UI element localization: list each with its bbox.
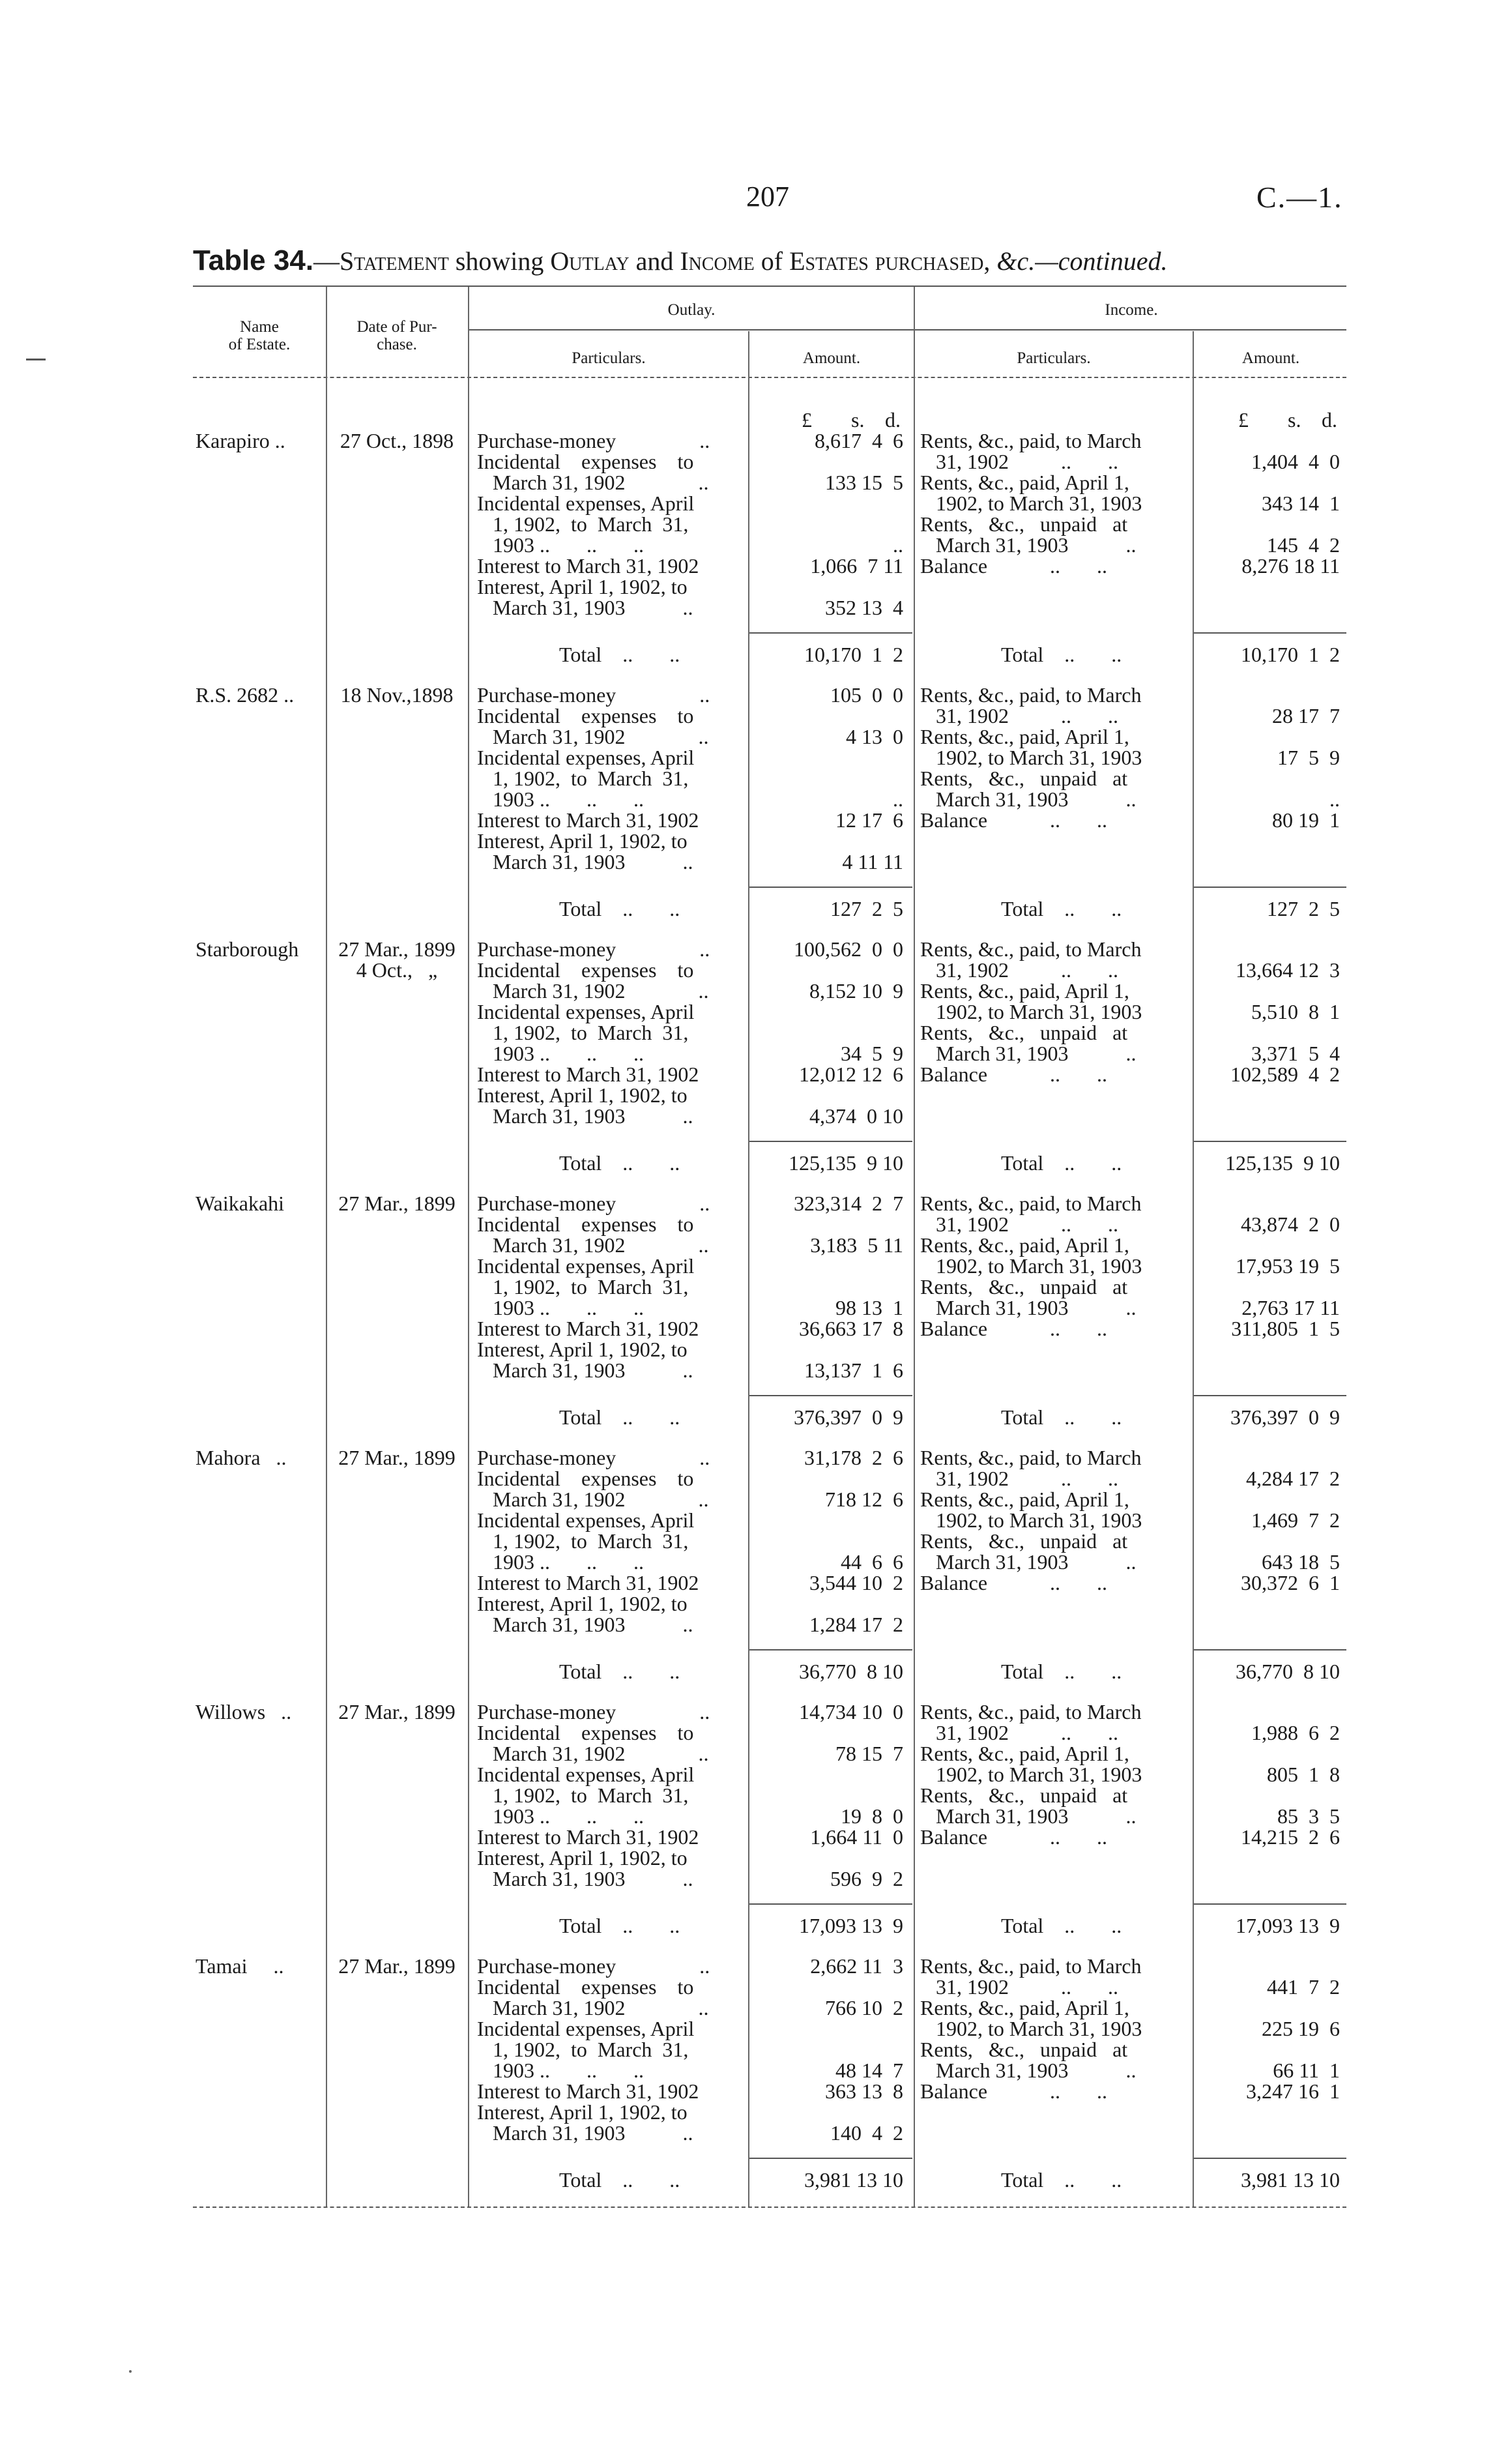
- outlay-particular-line: Incidental expenses to: [477, 958, 694, 982]
- outlay-amount: 352 13 4: [825, 596, 903, 619]
- outlay-particular-line: 1903 .. .. ..: [477, 787, 644, 811]
- outlay-amount: 133 15 5: [825, 471, 903, 494]
- income-particular-line: March 31, 1903 ..: [920, 787, 1137, 811]
- title-word-4: Estates purchased,: [789, 246, 991, 276]
- outlay-particular-line: 1, 1902, to March 31,: [477, 1783, 689, 1807]
- outlay-total-label: Total .. ..: [559, 1151, 680, 1175]
- outlay-subtotal-rule: [749, 1395, 912, 1396]
- outlay-particular-line: March 31, 1903 ..: [477, 1867, 693, 1890]
- income-total-label: Total .. ..: [1001, 2168, 1122, 2192]
- income-particular-line: Balance .. ..: [920, 808, 1108, 832]
- outlay-particular-line: Interest to March 31, 1902: [477, 1571, 699, 1594]
- outlay-particular-line: 1, 1902, to March 31,: [477, 1021, 689, 1044]
- outlay-particular-line: Interest to March 31, 1902: [477, 808, 699, 832]
- outlay-total: 10,170 1 2: [804, 643, 903, 666]
- outlay-particular-line: Incidental expenses to: [477, 450, 694, 473]
- header-name-of-estate: Name of Estate.: [228, 318, 291, 353]
- income-amount: 8,276 18 11: [1241, 554, 1340, 578]
- title-text-4: [990, 246, 996, 276]
- outlay-particular-line: Incidental expenses, April: [477, 491, 695, 515]
- income-particular-line: March 31, 1903 ..: [920, 1296, 1137, 1319]
- outlay-total-label: Total .. ..: [559, 2168, 680, 2192]
- outlay-amount: 48 14 7: [835, 2059, 903, 2082]
- outlay-particular-line: Interest, April 1, 1902, to: [477, 2100, 688, 2124]
- income-particular-line: Balance .. ..: [920, 1825, 1108, 1849]
- income-particular-line: Rents, &c., unpaid at: [920, 1275, 1128, 1298]
- currency-pence-outlay: d.: [885, 408, 901, 432]
- income-particular-line: Rents, &c., paid, to March: [920, 1446, 1142, 1469]
- outlay-particular-line: Incidental expenses to: [477, 1212, 694, 1236]
- income-particular-line: Rents, &c., paid, April 1,: [920, 979, 1129, 1003]
- outlay-amount: 14,734 10 0: [799, 1700, 903, 1723]
- income-amount: 1,469 7 2: [1251, 1508, 1340, 1532]
- table-bottom-rule: [193, 2207, 1346, 2208]
- currency-shillings-outlay: s.: [851, 408, 865, 432]
- income-particular-line: Rents, &c., paid, April 1,: [920, 1742, 1129, 1765]
- outlay-particular-line: March 31, 1903 ..: [477, 850, 693, 873]
- estate-date: 27 Mar., 1899: [338, 1700, 456, 1723]
- document-reference: C.—1.: [1256, 181, 1343, 214]
- outlay-subtotal-rule: [749, 632, 912, 634]
- income-particular-line: Rents, &c., paid, April 1,: [920, 1488, 1129, 1511]
- outlay-amount: 1,066 7 11: [810, 554, 903, 578]
- income-particular-line: Rents, &c., unpaid at: [920, 1021, 1128, 1044]
- outlay-amount: 4 13 0: [846, 725, 903, 748]
- header-outlay-amount: Amount.: [802, 349, 861, 367]
- title-text-3: of: [754, 246, 790, 276]
- income-total: 3,981 13 10: [1241, 2168, 1340, 2192]
- income-subtotal-rule: [1194, 1903, 1346, 1905]
- outlay-amount: 718 12 6: [825, 1488, 903, 1511]
- estate-date: 27 Mar., 1899: [338, 1192, 456, 1215]
- outlay-particular-line: Incidental expenses, April: [477, 1763, 695, 1786]
- income-total: 127 2 5: [1267, 897, 1340, 920]
- outlay-particular-line: 1903 .. .. ..: [477, 1042, 644, 1065]
- income-amount: 311,805 1 5: [1231, 1317, 1340, 1340]
- income-total: 17,093 13 9: [1236, 1914, 1340, 1937]
- outlay-subtotal-rule: [749, 2158, 912, 2159]
- outlay-particular-line: 1903 .. .. ..: [477, 2059, 644, 2082]
- subheader-bottom-rule: [193, 377, 1346, 378]
- estate-name: R.S. 2682 ..: [196, 683, 295, 707]
- outlay-subtotal-rule: [749, 1649, 912, 1650]
- estate-date: 27 Oct., 1898: [340, 429, 454, 452]
- income-particular-line: 31, 1902 .. ..: [920, 1467, 1118, 1490]
- income-particular-line: Rents, &c., paid, April 1,: [920, 471, 1129, 494]
- outlay-amount: 98 13 1: [835, 1296, 903, 1319]
- table-top-rule: [193, 286, 1346, 287]
- currency-shillings-income: s.: [1288, 408, 1301, 432]
- outlay-particular-line: March 31, 1902 ..: [477, 1742, 709, 1765]
- income-amount: 66 11 1: [1273, 2059, 1340, 2082]
- income-particular-line: 31, 1902 .. ..: [920, 1975, 1118, 1999]
- outlay-amount: 34 5 9: [841, 1042, 903, 1065]
- income-particular-line: 1902, to March 31, 1903: [920, 2017, 1142, 2040]
- outlay-amount: 140 4 2: [830, 2121, 903, 2145]
- income-amount: 85 3 5: [1277, 1804, 1340, 1828]
- income-particular-line: Rents, &c., unpaid at: [920, 767, 1128, 790]
- estate-date: 27 Mar., 1899: [338, 937, 456, 961]
- income-particular-line: Rents, &c., unpaid at: [920, 512, 1128, 536]
- income-amount: 14,215 2 6: [1241, 1825, 1340, 1849]
- outlay-amount: 12 17 6: [835, 808, 903, 832]
- outlay-particular-line: Interest, April 1, 1902, to: [477, 1592, 688, 1615]
- outlay-amount: 8,617 4 6: [815, 429, 903, 452]
- income-particular-line: Balance .. ..: [920, 1571, 1108, 1594]
- income-amount: 102,589 4 2: [1230, 1063, 1340, 1086]
- outlay-income-rule: [469, 329, 1346, 330]
- outlay-particular-line: March 31, 1903 ..: [477, 1358, 693, 1382]
- outlay-total: 36,770 8 10: [799, 1660, 903, 1683]
- col-divider-outlay-amount: [748, 331, 749, 2207]
- outlay-amount: 1,664 11 0: [810, 1825, 903, 1849]
- income-amount: 4,284 17 2: [1246, 1467, 1340, 1490]
- outlay-particular-line: March 31, 1902 ..: [477, 725, 709, 748]
- income-particular-line: 31, 1902 .. ..: [920, 1212, 1118, 1236]
- outlay-total: 17,093 13 9: [799, 1914, 903, 1937]
- income-particular-line: 31, 1902 .. ..: [920, 958, 1118, 982]
- income-particular-line: 1902, to March 31, 1903: [920, 1000, 1142, 1023]
- income-particular-line: Rents, &c., paid, April 1,: [920, 1996, 1129, 2019]
- income-particular-line: Rents, &c., paid, to March: [920, 1954, 1142, 1978]
- currency-pounds-outlay: £: [802, 408, 812, 432]
- outlay-total-label: Total .. ..: [559, 897, 680, 920]
- income-particular-line: Rents, &c., paid, April 1,: [920, 725, 1129, 748]
- estate-name: Waikakahi: [196, 1192, 285, 1215]
- outlay-amount: 12,012 12 6: [799, 1063, 903, 1086]
- income-particular-line: Balance .. ..: [920, 1317, 1108, 1340]
- income-total-label: Total .. ..: [1001, 1405, 1122, 1429]
- outlay-amount: 100,562 0 0: [794, 937, 903, 961]
- income-amount: 1,988 6 2: [1251, 1721, 1340, 1744]
- income-particular-line: Balance .. ..: [920, 554, 1108, 578]
- title-text-2: and: [629, 246, 680, 276]
- income-particular-line: Rents, &c., paid, to March: [920, 1700, 1142, 1723]
- title-word-3: Income: [680, 246, 755, 276]
- outlay-particular-line: Interest, April 1, 1902, to: [477, 575, 688, 598]
- outlay-amount: 2,662 11 3: [810, 1954, 903, 1978]
- income-particular-line: March 31, 1903 ..: [920, 2059, 1137, 2082]
- outlay-amount: 44 6 6: [841, 1550, 903, 1574]
- outlay-amount: 31,178 2 6: [804, 1446, 903, 1469]
- income-amount: 225 19 6: [1262, 2017, 1340, 2040]
- outlay-particular-line: Incidental expenses to: [477, 704, 694, 727]
- outlay-amount: 596 9 2: [830, 1867, 903, 1890]
- outlay-total: 125,135 9 10: [789, 1151, 903, 1175]
- col-divider-outlay-income: [914, 287, 915, 2207]
- header-date-of-purchase: Date of Pur- chase.: [356, 318, 437, 353]
- outlay-amount: 36,663 17 8: [799, 1317, 903, 1340]
- outlay-particular-line: Interest to March 31, 1902: [477, 2079, 699, 2103]
- outlay-particular-line: Interest to March 31, 1902: [477, 554, 699, 578]
- outlay-total-label: Total .. ..: [559, 1660, 680, 1683]
- header-income-amount: Amount.: [1241, 349, 1300, 367]
- income-total: 125,135 9 10: [1225, 1151, 1340, 1175]
- outlay-particular-line: Interest to March 31, 1902: [477, 1825, 699, 1849]
- outlay-particular-line: March 31, 1902 ..: [477, 471, 709, 494]
- outlay-amount: 323,314 2 7: [794, 1192, 903, 1215]
- income-subtotal-rule: [1194, 1649, 1346, 1650]
- outlay-amount: 78 15 7: [835, 1742, 903, 1765]
- income-particular-line: Rents, &c., paid, to March: [920, 429, 1142, 452]
- margin-mark: [26, 359, 46, 360]
- col-divider-date: [468, 287, 469, 2207]
- income-amount: 17,953 19 5: [1236, 1254, 1340, 1278]
- income-subtotal-rule: [1194, 2158, 1346, 2159]
- outlay-particular-line: 1903 .. .. ..: [477, 1550, 644, 1574]
- income-particular-line: March 31, 1903 ..: [920, 1804, 1137, 1828]
- income-particular-line: Rents, &c., paid, to March: [920, 937, 1142, 961]
- estate-date: 4 Oct., „: [356, 958, 438, 982]
- outlay-total-label: Total .. ..: [559, 1405, 680, 1429]
- outlay-amount: 3,544 10 2: [809, 1571, 903, 1594]
- income-amount: 805 1 8: [1267, 1763, 1340, 1786]
- outlay-amount: ..: [893, 787, 903, 811]
- currency-pence-income: d.: [1322, 408, 1337, 432]
- title-word-2: Outlay: [550, 246, 630, 276]
- outlay-particular-line: Incidental expenses to: [477, 1467, 694, 1490]
- income-particular-line: Balance .. ..: [920, 2079, 1108, 2103]
- table-title: [193, 244, 1168, 277]
- income-particular-line: 1902, to March 31, 1903: [920, 1254, 1142, 1278]
- outlay-subtotal-rule: [749, 887, 912, 888]
- income-amount: 2,763 17 11: [1241, 1296, 1340, 1319]
- income-total-label: Total .. ..: [1001, 897, 1122, 920]
- income-particular-line: 31, 1902 .. ..: [920, 450, 1118, 473]
- income-amount: 3,371 5 4: [1251, 1042, 1340, 1065]
- income-total-label: Total .. ..: [1001, 643, 1122, 666]
- income-amount: 28 17 7: [1272, 704, 1340, 727]
- outlay-particular-line: 1, 1902, to March 31,: [477, 2038, 689, 2061]
- income-amount: 643 18 5: [1262, 1550, 1340, 1574]
- outlay-subtotal-rule: [749, 1141, 912, 1142]
- income-amount: 5,510 8 1: [1251, 1000, 1340, 1023]
- estate-name: Starborough: [196, 937, 299, 961]
- estate-date: 27 Mar., 1899: [338, 1954, 456, 1978]
- outlay-particular-line: Interest to March 31, 1902: [477, 1063, 699, 1086]
- income-total-label: Total .. ..: [1001, 1914, 1122, 1937]
- header-income-particulars: Particulars.: [1017, 349, 1091, 367]
- outlay-amount: 4 11 11: [842, 850, 903, 873]
- income-amount: ..: [1329, 787, 1340, 811]
- speck: [129, 2370, 132, 2373]
- outlay-particular-line: 1, 1902, to March 31,: [477, 767, 689, 790]
- income-amount: 17 5 9: [1277, 746, 1340, 769]
- outlay-particular-line: Purchase-money ..: [477, 1954, 710, 1978]
- income-total-label: Total .. ..: [1001, 1660, 1122, 1683]
- outlay-particular-line: Purchase-money ..: [477, 937, 710, 961]
- estate-date: 18 Nov.,1898: [340, 683, 454, 707]
- title-text-1: showing: [448, 246, 551, 276]
- outlay-particular-line: March 31, 1903 ..: [477, 2121, 693, 2145]
- income-amount: 80 19 1: [1272, 808, 1340, 832]
- outlay-amount: ..: [893, 533, 903, 557]
- outlay-particular-line: Incidental expenses, April: [477, 746, 695, 769]
- outlay-particular-line: 1903 .. .. ..: [477, 533, 644, 557]
- outlay-particular-line: Incidental expenses to: [477, 1975, 694, 1999]
- header-outlay: Outlay.: [667, 301, 716, 319]
- outlay-particular-line: Interest to March 31, 1902: [477, 1317, 699, 1340]
- outlay-total-label: Total .. ..: [559, 1914, 680, 1937]
- col-divider-income-amount: [1193, 331, 1194, 2207]
- header-outlay-particulars: Particulars.: [572, 349, 646, 367]
- income-particular-line: March 31, 1903 ..: [920, 1550, 1137, 1574]
- income-subtotal-rule: [1194, 1395, 1346, 1396]
- outlay-total-label: Total .. ..: [559, 643, 680, 666]
- income-particular-line: 1902, to March 31, 1903: [920, 491, 1142, 515]
- income-particular-line: Rents, &c., paid, April 1,: [920, 1233, 1129, 1257]
- income-total-label: Total .. ..: [1001, 1151, 1122, 1175]
- income-particular-line: March 31, 1903 ..: [920, 533, 1137, 557]
- outlay-amount: 105 0 0: [830, 683, 903, 707]
- page-number: 207: [746, 181, 789, 213]
- outlay-particular-line: 1, 1902, to March 31,: [477, 1275, 689, 1298]
- outlay-particular-line: March 31, 1902 ..: [477, 1233, 709, 1257]
- outlay-particular-line: Incidental expenses to: [477, 1721, 694, 1744]
- outlay-amount: 19 8 0: [841, 1804, 903, 1828]
- income-subtotal-rule: [1194, 887, 1346, 888]
- outlay-particular-line: Purchase-money ..: [477, 1192, 710, 1215]
- currency-pounds-income: £: [1238, 408, 1249, 432]
- outlay-particular-line: Interest, April 1, 1902, to: [477, 829, 688, 853]
- income-amount: 343 14 1: [1262, 491, 1340, 515]
- income-amount: 1,404 4 0: [1251, 450, 1340, 473]
- income-particular-line: 31, 1902 .. ..: [920, 1721, 1118, 1744]
- outlay-particular-line: Incidental expenses, April: [477, 1000, 695, 1023]
- table-label: Table 34.: [193, 244, 314, 276]
- income-amount: 13,664 12 3: [1236, 958, 1340, 982]
- income-particular-line: Balance .. ..: [920, 1063, 1108, 1086]
- income-amount: 43,874 2 0: [1241, 1212, 1340, 1236]
- outlay-total: 3,981 13 10: [804, 2168, 903, 2192]
- outlay-particular-line: March 31, 1903 ..: [477, 596, 693, 619]
- outlay-particular-line: 1903 .. .. ..: [477, 1804, 644, 1828]
- income-particular-line: Rents, &c., paid, to March: [920, 683, 1142, 707]
- income-amount: 145 4 2: [1267, 533, 1340, 557]
- income-particular-line: 1902, to March 31, 1903: [920, 1508, 1142, 1532]
- outlay-particular-line: Incidental expenses, April: [477, 1254, 695, 1278]
- col-divider-name: [326, 287, 327, 2207]
- income-amount: 3,247 16 1: [1246, 2079, 1340, 2103]
- title-continued: &c.—continued.: [996, 246, 1168, 276]
- income-amount: 441 7 2: [1267, 1975, 1340, 1999]
- estate-name: Mahora ..: [196, 1446, 287, 1469]
- outlay-total: 376,397 0 9: [794, 1405, 903, 1429]
- income-subtotal-rule: [1194, 1141, 1346, 1142]
- outlay-amount: 363 13 8: [825, 2079, 903, 2103]
- income-amount: 30,372 6 1: [1241, 1571, 1340, 1594]
- outlay-particular-line: March 31, 1902 ..: [477, 979, 709, 1003]
- outlay-particular-line: March 31, 1902 ..: [477, 1488, 709, 1511]
- income-particular-line: Rents, &c., unpaid at: [920, 1529, 1128, 1553]
- outlay-particular-line: Purchase-money ..: [477, 1700, 710, 1723]
- income-total: 36,770 8 10: [1236, 1660, 1340, 1683]
- outlay-amount: 8,152 10 9: [809, 979, 903, 1003]
- outlay-particular-line: 1, 1902, to March 31,: [477, 512, 689, 536]
- outlay-particular-line: Incidental expenses, April: [477, 2017, 695, 2040]
- income-particular-line: 1902, to March 31, 1903: [920, 1763, 1142, 1786]
- outlay-total: 127 2 5: [830, 897, 903, 920]
- outlay-amount: 13,137 1 6: [804, 1358, 903, 1382]
- outlay-amount: 1,284 17 2: [809, 1613, 903, 1636]
- outlay-particular-line: March 31, 1903 ..: [477, 1104, 693, 1128]
- income-total: 10,170 1 2: [1241, 643, 1340, 666]
- income-particular-line: Rents, &c., unpaid at: [920, 1783, 1128, 1807]
- outlay-particular-line: Purchase-money ..: [477, 1446, 710, 1469]
- outlay-amount: 4,374 0 10: [809, 1104, 903, 1128]
- outlay-amount: 3,183 5 11: [810, 1233, 903, 1257]
- outlay-particular-line: Purchase-money ..: [477, 429, 710, 452]
- outlay-particular-line: Purchase-money ..: [477, 683, 710, 707]
- outlay-particular-line: Interest, April 1, 1902, to: [477, 1338, 688, 1361]
- outlay-particular-line: Incidental expenses, April: [477, 1508, 695, 1532]
- outlay-amount: 766 10 2: [825, 1996, 903, 2019]
- estate-name: Karapiro ..: [196, 429, 285, 452]
- outlay-particular-line: Interest, April 1, 1902, to: [477, 1083, 688, 1107]
- title-word-1: Statement: [340, 246, 449, 276]
- income-subtotal-rule: [1194, 632, 1346, 634]
- header-income: Income.: [1105, 301, 1158, 319]
- income-particular-line: Rents, &c., paid, to March: [920, 1192, 1142, 1215]
- title-dash: —: [313, 246, 340, 276]
- estate-name: Tamai ..: [196, 1954, 284, 1978]
- income-particular-line: March 31, 1903 ..: [920, 1042, 1137, 1065]
- outlay-particular-line: 1, 1902, to March 31,: [477, 1529, 689, 1553]
- estate-name: Willows ..: [196, 1700, 292, 1723]
- outlay-particular-line: March 31, 1902 ..: [477, 1996, 709, 2019]
- income-total: 376,397 0 9: [1230, 1405, 1340, 1429]
- outlay-subtotal-rule: [749, 1903, 912, 1905]
- estate-date: 27 Mar., 1899: [338, 1446, 456, 1469]
- income-particular-line: 1902, to March 31, 1903: [920, 746, 1142, 769]
- income-particular-line: Rents, &c., unpaid at: [920, 2038, 1128, 2061]
- outlay-particular-line: Interest, April 1, 1902, to: [477, 1846, 688, 1870]
- outlay-particular-line: 1903 .. .. ..: [477, 1296, 644, 1319]
- income-particular-line: 31, 1902 .. ..: [920, 704, 1118, 727]
- outlay-particular-line: March 31, 1903 ..: [477, 1613, 693, 1636]
